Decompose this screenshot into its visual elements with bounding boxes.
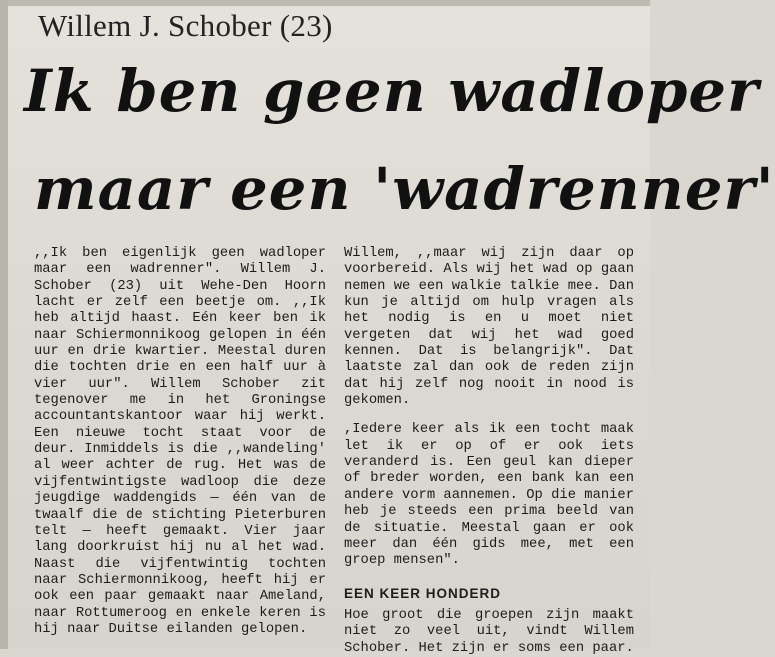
paragraph: Hoe groot die groepen zijn maakt niet zo veel uit, vindt Willem Schober. Het zijn er soms een paar. bbox=[344, 607, 634, 656]
article-column-left bbox=[34, 246, 326, 638]
paragraph: ,Iedere keer als ik een tocht maak let ik er op of er ook iets veranderd is. Een geul kan dieper of breder worden, een bank kan een andere vorm aannemen. Op die manier heb je steeds een prima beeld van de situatie. Meestal gaan er ook meer dan één gids mee, met een groep mensen". bbox=[344, 422, 634, 569]
paragraph: Willem, ,,maar wij zijn daar op voorbereid. Als wij het wad op gaan nemen we een walkie talkie mee. Dan kun je altijd om hulp vragen als het nodig is en u moet niet vergeten dat wij het wad goed kennen. Dat is belangrijk". Dat laatste zal dan ook de reden zijn dat hij zelf nog nooit in nood is gekomen. bbox=[344, 246, 634, 409]
headline-line-1: Ik ben geen wadloper bbox=[24, 57, 760, 125]
headline-line-2: maar een 'wadrenner' bbox=[34, 155, 775, 223]
byline: Willem J. Schober (23) bbox=[38, 8, 333, 43]
paper-fold bbox=[0, 0, 650, 6]
paper-edge bbox=[0, 0, 8, 649]
paragraph: ,,Ik ben eigenlijk geen wadloper maar een wadrenner". Willem J. Schober (23) uit Wehe-Den Hoorn lacht er zelf een beetje om. ,,Ik heb altijd haast. Eén keer ben ik naar Schiermonnikoog gelopen in één uur en drie kwartier. Meestal duren die tochten drie en een half uur à vier uur". Willem Schober zit tegenover me in het Groningse accountantskantoor waar hij werkt. Een nieuwe tocht staat voor de deur. Inmiddels is die ,,wandeling' al weer achter de rug. Het was de vijfentwintigste wadloop die deze jeugdige waddengids — één van de twaalf die de stichting Pieterburen telt — heeft gemaakt. Vier jaar lang doorkruist hij nu al het wad. Naast die vijfentwintig tochten naar Schiermonnikoog, heeft hij er ook een paar gemaakt naar Ameland, naar Rottumeroog en enkele keren is hij naar Duitse eilanden gelopen. bbox=[34, 246, 326, 637]
section-subhead: EEN KEER HONDERD bbox=[344, 585, 502, 601]
article-column-right bbox=[344, 246, 634, 657]
